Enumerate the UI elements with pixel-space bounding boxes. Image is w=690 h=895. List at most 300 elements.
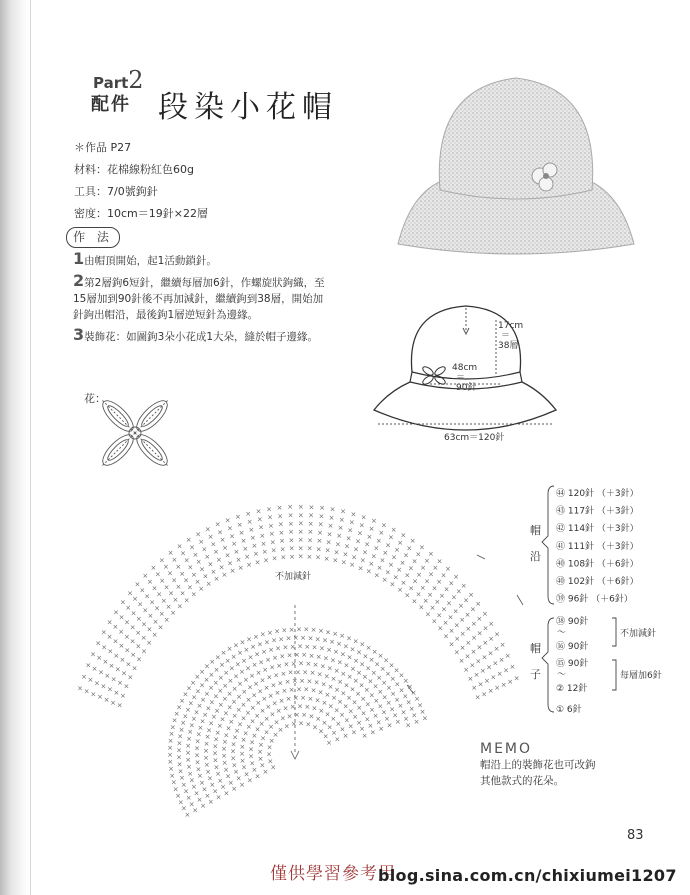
brim-stitch: × xyxy=(87,676,94,685)
crown-stitch: × xyxy=(353,656,359,665)
crown-stitch: × xyxy=(322,654,329,663)
crown-stitch: × xyxy=(419,708,426,716)
crown-stitch: × xyxy=(370,669,377,677)
brim-stitch: × xyxy=(183,596,190,605)
brim-stitch: × xyxy=(210,540,217,549)
crown-stitch: × xyxy=(321,718,328,727)
crown-stitch: × xyxy=(191,693,198,702)
crown-stitch: × xyxy=(203,760,210,769)
brim-stitch: × xyxy=(236,520,243,529)
brim-stitch: × xyxy=(488,634,495,643)
crown-stitch: × xyxy=(245,723,252,732)
crown-stitch: × xyxy=(263,638,270,647)
brim-stitch: × xyxy=(349,561,356,570)
brim-stitch: × xyxy=(366,532,373,541)
brim-stitch: × xyxy=(428,570,435,579)
brim-stitch: × xyxy=(340,507,346,516)
brim-stitch: × xyxy=(263,556,269,565)
brim-stitch: × xyxy=(473,671,480,679)
crown-stitch: × xyxy=(358,681,365,690)
brim-stitch: × xyxy=(135,614,142,623)
crown-stitch: × xyxy=(206,726,213,735)
crown-stitch: × xyxy=(320,680,327,689)
crown-stitch: × xyxy=(185,749,191,757)
crown-stitch: × xyxy=(304,642,311,651)
brim-stitch: × xyxy=(172,596,179,605)
info-work: ＊作品 P27 xyxy=(74,141,132,154)
crown-stitch: × xyxy=(379,665,386,674)
crown-stitch: × xyxy=(398,671,405,680)
crown-stitch: × xyxy=(308,712,315,721)
crown-stitch: × xyxy=(372,682,379,691)
legend-increase: 每層加6針 xyxy=(620,671,662,681)
brim-stitch: × xyxy=(359,556,366,565)
crown-stitch: × xyxy=(227,676,234,685)
brim-stitch: × xyxy=(231,540,238,549)
crown-stitch: × xyxy=(208,670,215,679)
crown-stitch: × xyxy=(330,714,337,723)
brim-stitch: × xyxy=(167,569,174,578)
brim-stitch: × xyxy=(297,511,304,520)
crown-stitch: × xyxy=(233,672,239,681)
crown-stitch: × xyxy=(300,694,307,702)
crown-stitch: × xyxy=(336,640,343,649)
brim-stitch: × xyxy=(471,634,477,643)
brim-stitch: × xyxy=(190,590,197,599)
brim-stitch: × xyxy=(185,536,192,545)
crown-stitch: × xyxy=(232,641,239,650)
crown-stitch: × xyxy=(216,722,223,731)
crown-stitch: × xyxy=(207,797,214,806)
brim-stitch: × xyxy=(357,564,364,573)
brim-stitch: × xyxy=(370,552,377,561)
crown-stitch: × xyxy=(268,736,275,745)
brim-stitch: × xyxy=(156,590,163,599)
brim-stitch: × xyxy=(106,685,113,694)
crown-stitch: × xyxy=(244,709,251,717)
crown-stitch: × xyxy=(322,636,328,645)
brim-stitch: × xyxy=(315,545,322,554)
brim-stitch: × xyxy=(96,654,103,663)
brim-stitch: × xyxy=(288,536,295,545)
brim-stitch: × xyxy=(259,531,266,540)
crown-stitch: × xyxy=(217,673,224,682)
brim-stitch: × xyxy=(479,667,486,676)
brim-stitch: × xyxy=(268,530,275,538)
brim-stitch: × xyxy=(408,584,415,593)
crown-stitch: × xyxy=(214,728,221,737)
crown-stitch: × xyxy=(212,692,219,701)
brim-stitch: × xyxy=(218,563,225,572)
brim-stitch: × xyxy=(475,657,482,666)
crown-stitch: × xyxy=(385,684,392,693)
crown-stitch: × xyxy=(167,737,174,746)
crown-stitch: × xyxy=(212,742,219,751)
crown-stitch: × xyxy=(359,725,366,734)
crown-stitch: × xyxy=(284,677,291,686)
brim-stitch: × xyxy=(306,553,313,561)
brim-stitch: × xyxy=(103,695,110,704)
brim-stitch: × xyxy=(348,518,355,527)
brim-stitch: × xyxy=(446,599,452,608)
brim-stitch: × xyxy=(389,580,396,589)
brim-stitch: × xyxy=(152,617,159,626)
crown-stitch: × xyxy=(272,654,279,662)
brim-stitch: × xyxy=(163,583,170,592)
crown-stitch: × xyxy=(175,791,182,800)
crown-stitch: × xyxy=(169,723,176,732)
crown-stitch: × xyxy=(213,763,220,772)
brim-stitch: × xyxy=(118,628,125,636)
method-badge: 作 法 xyxy=(66,227,120,248)
brim-stitch: × xyxy=(427,550,434,559)
crown-stitch: × xyxy=(196,701,203,710)
crown-stitch: × xyxy=(362,652,369,661)
crown-stitch: × xyxy=(231,698,238,706)
crown-stitch: × xyxy=(168,730,175,739)
brim-stitch: × xyxy=(474,693,481,702)
brim-stitch: × xyxy=(102,658,109,666)
hat-photo xyxy=(392,68,640,258)
brim-stitch: × xyxy=(418,603,425,612)
brim-stitch: × xyxy=(255,507,262,516)
brim-stitch: × xyxy=(422,597,429,606)
crown-stitch: × xyxy=(377,702,384,711)
crown-stitch: × xyxy=(249,717,256,726)
crown-stitch: × xyxy=(210,713,217,722)
brim-stitch: × xyxy=(227,559,233,568)
brim-stitch: × xyxy=(375,536,382,545)
crown-stitch: × xyxy=(303,685,310,694)
brim-stitch: × xyxy=(127,589,133,598)
crown-stitch: × xyxy=(215,770,221,779)
crown-stitch: × xyxy=(267,691,274,700)
crown-stitch: × xyxy=(214,653,221,662)
brim-stitch: × xyxy=(261,548,268,557)
brim-stitch: × xyxy=(368,525,375,533)
legend-brim-rows xyxy=(556,487,639,605)
crown-stitch: × xyxy=(356,703,363,712)
crown-stitch: × xyxy=(188,721,195,730)
crown-stitch: × xyxy=(339,711,346,720)
brim-stitch: × xyxy=(238,528,245,537)
brim-stitch: × xyxy=(121,669,128,678)
brim-stitch: × xyxy=(344,542,350,551)
crown-stitch: × xyxy=(176,746,182,755)
brim-stitch: × xyxy=(119,692,126,700)
brim-stitch: × xyxy=(487,649,494,658)
crown-stitch: × xyxy=(306,677,313,686)
crown-stitch: × xyxy=(385,699,392,708)
crown-stitch: × xyxy=(299,676,306,685)
crown-stitch: × xyxy=(260,734,266,743)
crown-stitch: × xyxy=(330,674,337,683)
crown-stitch: × xyxy=(290,659,297,668)
legend-no-change: 不加減針 xyxy=(620,629,657,639)
crown-stitch: × xyxy=(365,644,372,653)
crown-stitch: × xyxy=(281,687,288,696)
brim-stitch: × xyxy=(199,565,206,574)
brim-stitch: × xyxy=(297,552,304,561)
brim-stitch: × xyxy=(77,684,84,693)
brim-stitch: × xyxy=(319,504,325,513)
brim-stitch: × xyxy=(90,650,96,659)
crown-stitch: × xyxy=(316,670,323,679)
brim-stitch: × xyxy=(308,511,315,520)
brim-stitch: × xyxy=(277,520,284,529)
crown-stitch: × xyxy=(235,706,242,715)
crown-stitch: × xyxy=(367,677,374,686)
brim-stitch: × xyxy=(307,519,314,528)
crown-stitch: × xyxy=(266,750,272,759)
brim-stitch: × xyxy=(453,648,460,657)
hat-brim-label: 63cm＝120針 xyxy=(444,433,505,443)
crown-stitch: × xyxy=(266,743,273,752)
crown-stitch: × xyxy=(397,701,404,710)
brim-stitch: × xyxy=(204,552,211,561)
crown-stitch: × xyxy=(322,732,329,741)
brim-stitch: × xyxy=(146,625,153,634)
crown-stitch: × xyxy=(225,724,232,733)
brim-stitch: × xyxy=(353,545,360,554)
crown-stitch: × xyxy=(327,702,334,711)
brim-stitch: × xyxy=(315,553,322,562)
crown-stitch: × xyxy=(230,747,236,756)
brim-stitch: × xyxy=(252,550,259,559)
brim-stitch: × xyxy=(130,651,137,660)
brim-stitch: × xyxy=(459,643,466,652)
crown-stitch: × xyxy=(337,677,344,686)
brim-stitch: × xyxy=(397,585,403,594)
crown-stitch: × xyxy=(292,694,299,702)
crown-stitch: × xyxy=(237,680,244,689)
legend-crown-row: ① 6針 xyxy=(556,705,582,715)
crown-stitch: × xyxy=(239,780,245,789)
crown-stitch: × xyxy=(377,652,384,661)
crown-stitch: × xyxy=(177,798,184,807)
brim-stitch: × xyxy=(416,570,423,579)
page-title: 段染小花帽 xyxy=(158,90,338,125)
brim-stitch: × xyxy=(134,580,141,589)
step-1: 1由帽頂開始，起1活動鎖針。 xyxy=(73,249,217,268)
brim-stitch: × xyxy=(129,637,136,646)
crown-stitch: × xyxy=(326,723,333,732)
brim-stitch: × xyxy=(93,679,100,688)
crown-stitch: × xyxy=(202,710,209,719)
crown-stitch: × xyxy=(386,721,393,730)
brim-stitch: × xyxy=(141,620,148,629)
brim-stitch: × xyxy=(476,643,483,652)
crown-stitch: × xyxy=(182,712,189,721)
brim-stitch: × xyxy=(288,528,295,537)
crown-stitch: × xyxy=(402,692,409,701)
brim-stitch: × xyxy=(463,596,469,605)
chart-no-change-label: 不加減針 xyxy=(275,572,312,582)
crown-stitch: × xyxy=(327,682,334,691)
brim-stitch: × xyxy=(476,629,483,638)
crown-stitch: × xyxy=(183,787,189,796)
crown-stitch: × xyxy=(186,735,192,744)
crown-stitch: × xyxy=(350,728,357,737)
crown-stitch: × xyxy=(352,713,359,721)
brim-stitch: × xyxy=(453,621,460,630)
brim-stitch: × xyxy=(391,553,397,562)
crown-stitch: × xyxy=(262,666,269,674)
brim-stitch: × xyxy=(277,512,284,521)
brim-stitch: × xyxy=(176,542,183,551)
brim-stitch: × xyxy=(162,563,169,571)
crown-stitch: × xyxy=(257,741,264,750)
crown-stitch: × xyxy=(317,688,324,697)
crown-stitch: × xyxy=(187,769,194,778)
crown-stitch: × xyxy=(167,751,173,759)
brim-stitch: × xyxy=(494,684,501,693)
crown-stitch: × xyxy=(237,649,243,658)
crown-stitch: × xyxy=(300,634,307,643)
crown-stitch: × xyxy=(333,648,339,657)
crown-stitch: × xyxy=(314,635,321,644)
crown-stitch: × xyxy=(339,725,346,734)
brim-stitch: × xyxy=(158,610,165,619)
brim-stitch: × xyxy=(159,576,166,585)
crown-stitch: × xyxy=(339,650,346,659)
crown-stitch: × xyxy=(257,687,264,696)
brim-stitch: × xyxy=(108,661,115,670)
hat-height-bottom: 38層 xyxy=(498,341,519,351)
crown-stitch: × xyxy=(169,771,176,780)
crown-stitch: × xyxy=(212,787,219,796)
step-2: 2第2層鉤6短針，繼續每層加6針，作螺旋狀鉤織，至15層加到90針後不再加減針，繼續鉤到38層，開始加針鉤出帽沿，最後鉤1層逆短針為邊緣。 xyxy=(73,271,325,321)
brim-stitch: × xyxy=(448,627,455,635)
brim-stitch: × xyxy=(251,542,258,551)
brim-stitch: × xyxy=(214,520,221,529)
info-block xyxy=(74,137,208,225)
crown-stitch: × xyxy=(223,731,230,740)
crown-stitch: × xyxy=(225,772,232,781)
crown-stitch: × xyxy=(180,780,187,789)
brim-stitch: × xyxy=(443,632,450,641)
hat-height-eq: ＝ xyxy=(501,331,511,341)
brim-stitch: × xyxy=(360,513,367,522)
brim-stitch: × xyxy=(276,504,283,513)
crown-stitch: × xyxy=(234,660,241,669)
brim-stitch: × xyxy=(431,617,438,626)
crown-stitch: × xyxy=(400,708,407,717)
crown-stitch: × xyxy=(346,693,353,702)
brim-stitch: × xyxy=(100,628,107,637)
crown-stitch: × xyxy=(372,712,379,721)
crown-stitch: × xyxy=(179,697,186,705)
crown-stitch: × xyxy=(363,686,370,695)
crown-stitch: × xyxy=(364,700,371,709)
crown-stitch: × xyxy=(241,763,248,772)
crown-stitch: × xyxy=(271,699,278,708)
brim-stitch: × xyxy=(420,563,426,572)
crown-stitch: × xyxy=(287,668,294,677)
brim-stitch: × xyxy=(467,674,474,683)
brim-stitch: × xyxy=(482,639,489,648)
crown-stitch: × xyxy=(254,711,261,720)
brim-stitch: × xyxy=(201,545,208,554)
crown-stitch: × xyxy=(251,732,258,740)
crown-stitch: × xyxy=(221,745,228,753)
crown-stitch: × xyxy=(318,727,324,736)
crown-stitch: × xyxy=(359,660,366,669)
brim-stitch: × xyxy=(83,687,90,696)
brim-stitch: × xyxy=(409,537,416,546)
legend-crown-row: ⑮ 90針 xyxy=(556,659,589,669)
crown-stitch: × xyxy=(238,668,245,677)
brim-stitch: × xyxy=(438,591,445,600)
crown-stitch: × xyxy=(246,776,253,785)
brim-stitch: × xyxy=(400,531,407,540)
crown-stitch: × xyxy=(242,729,249,738)
crown-stitch: × xyxy=(312,660,319,669)
brim-stitch: × xyxy=(465,639,472,647)
brim-stitch: × xyxy=(500,681,507,689)
crown-stitch: × xyxy=(307,634,314,643)
crown-stitch: × xyxy=(194,737,201,746)
crown-stitch: × xyxy=(325,628,332,637)
crown-stitch: × xyxy=(176,760,183,769)
crown-stitch: × xyxy=(286,651,293,660)
legend-crown-row: ② 12針 xyxy=(556,684,588,694)
brim-stitch: × xyxy=(186,583,193,592)
crown-stitch: × xyxy=(252,632,259,641)
footer-watermark: 僅供學習參考用 xyxy=(270,864,396,884)
brim-stitch: × xyxy=(279,537,286,545)
crown-stitch: × xyxy=(247,653,254,662)
brim-stitch: × xyxy=(306,544,313,553)
crown-stitch: × xyxy=(378,725,385,733)
crown-stitch: × xyxy=(221,695,228,704)
crown-stitch: × xyxy=(282,643,289,652)
crown-stitch: × xyxy=(343,681,350,690)
brim-stitch: × xyxy=(381,575,388,584)
brim-stitch: × xyxy=(213,548,220,557)
crown-stitch: × xyxy=(388,661,395,670)
crown-stitch: × xyxy=(212,749,218,758)
crown-stitch: × xyxy=(240,736,247,745)
crown-stitch: × xyxy=(187,699,194,708)
brim-stitch: × xyxy=(390,526,397,535)
crown-stitch: × xyxy=(226,645,233,654)
crown-stitch: × xyxy=(249,703,256,712)
crown-stitch: × xyxy=(270,763,277,772)
crown-stitch: × xyxy=(343,716,350,725)
crown-stitch: × xyxy=(193,708,200,717)
crown-stitch-rows xyxy=(167,626,428,819)
brim-stitch: × xyxy=(332,556,339,565)
crown-stitch: × xyxy=(283,660,290,669)
hat-band-eq: ＝ xyxy=(456,373,466,383)
part-label: Part2 xyxy=(93,66,144,94)
crown-stitch: × xyxy=(240,714,247,723)
brim-stitch: × xyxy=(219,536,226,545)
brim-stitch: × xyxy=(158,556,165,565)
crown-stitch: × xyxy=(392,711,399,720)
crown-stitch: × xyxy=(257,754,264,763)
brim-stitch: × xyxy=(325,538,332,547)
crown-stitch: × xyxy=(245,695,252,704)
brim-stitch: × xyxy=(116,701,123,710)
brim-stitch: × xyxy=(465,625,472,634)
crown-stitch: × xyxy=(413,718,420,726)
brim-stitch: × xyxy=(397,538,404,547)
crown-stitch: × xyxy=(347,722,354,731)
brim-stitch: × xyxy=(254,558,261,567)
brim-stitch: × xyxy=(323,554,330,563)
